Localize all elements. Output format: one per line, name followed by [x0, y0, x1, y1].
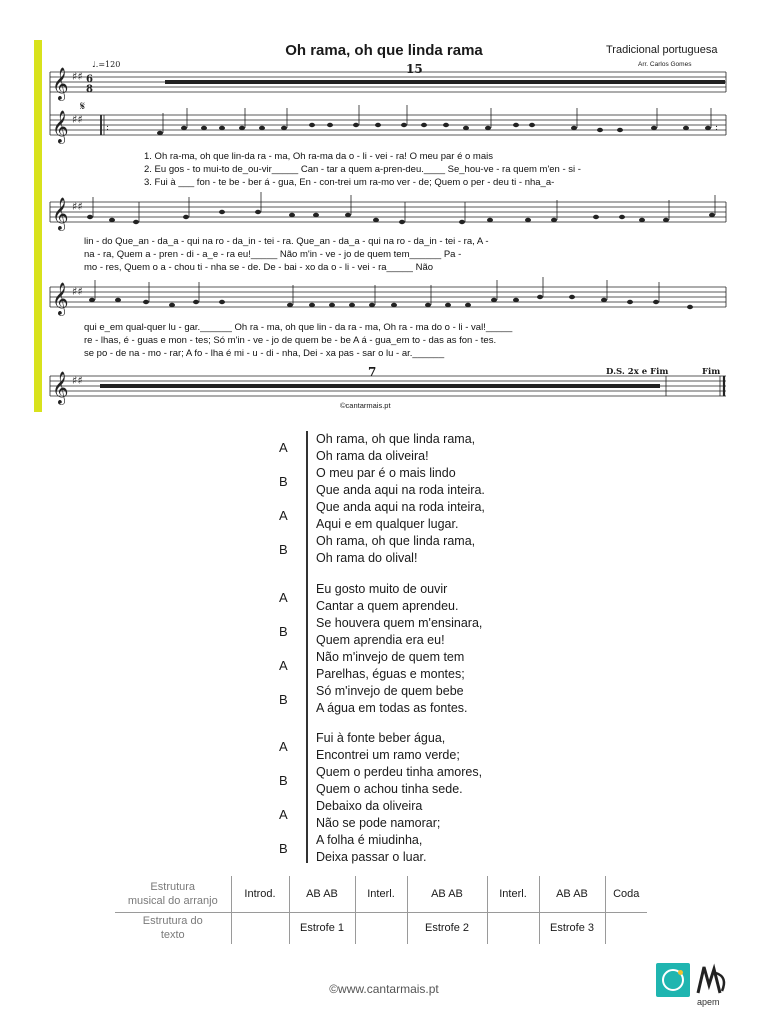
- stanza-3: [276, 730, 576, 866]
- svg-text::: :: [715, 123, 719, 133]
- cell-interlude-2: Interl.: [487, 876, 539, 912]
- stanza-line: O meu par é o mais lindo: [316, 466, 456, 480]
- stanza-line: Eu gosto muito de ouvir: [316, 582, 448, 596]
- svg-text:𝄞: 𝄞: [52, 282, 69, 315]
- stanza-line: Quem o achou tinha sede.: [316, 782, 463, 796]
- stanza-pair: [276, 832, 576, 866]
- lyric-verse3-line2: mo - res, Quem o a - chou ti - nha se - de. De - bai - xo da o - li - vei - ra_____ Não: [84, 262, 434, 273]
- lyric-verse1-line3: qui e_em qual-quer lu - gar.______ Oh ra - ma, oh que lin - da ra - ma, Oh ra - ma do o - li - val!_____: [84, 322, 513, 333]
- lyric-verse2-line1: 2. Eu gos - to mui-to de_ou-vir_____ Can - tar a quem a-pren-deu.____ Se_hou-ve - ra quem m'en - si -: [144, 164, 581, 175]
- svg-text:♯♯: ♯♯: [72, 285, 83, 298]
- svg-text:𝄋: 𝄋: [80, 99, 86, 113]
- section-letter: A: [279, 658, 288, 673]
- stanza-pair: [276, 798, 576, 832]
- table-row: [115, 876, 647, 912]
- score-credit: ©cantarmais.pt: [340, 401, 391, 410]
- interlude-rest-count: 7: [368, 365, 377, 379]
- stanza-1: [276, 431, 576, 567]
- stanza-line: Deixa passar o luar.: [316, 850, 427, 864]
- svg-text:6: 6: [86, 74, 93, 85]
- cell-stanza-3: Estrofe 3: [539, 912, 605, 944]
- cell-interlude-1: Interl.: [355, 876, 407, 912]
- stanza-pair: [276, 499, 576, 533]
- stanza-pair: [276, 533, 576, 567]
- stanza-line: Encontrei um ramo verde;: [316, 748, 460, 762]
- stanza-line: Não m'invejo de quem tem: [316, 650, 465, 664]
- staff-line-1: [50, 115, 726, 135]
- stanza-pair: [276, 431, 576, 465]
- staff-line-3: [50, 287, 726, 307]
- arranger-credit: Arr. Carlos Gomes: [638, 61, 692, 68]
- section-letter: B: [279, 773, 288, 788]
- stanza-line: Fui à fonte beber água,: [316, 731, 446, 745]
- stanza-line: Oh rama do olival!: [316, 551, 418, 565]
- svg-text:𝄞: 𝄞: [52, 110, 69, 143]
- song-title: Oh rama, oh que linda rama: [285, 42, 483, 59]
- apem-emblem-icon: [694, 963, 730, 997]
- section-letter: A: [279, 739, 288, 754]
- cantarmais-logo-icon: [656, 963, 690, 997]
- stanza-line: Se houvera quem m'ensinara,: [316, 616, 483, 630]
- section-letter: B: [279, 624, 288, 639]
- stanza-line: Só m'invejo de quem bebe: [316, 684, 464, 698]
- stanza-line: Oh rama da oliveira!: [316, 449, 429, 463]
- cell-ab-1: AB AB: [289, 876, 355, 912]
- row-header-musical: Estrutura musical do arranjo: [115, 876, 231, 912]
- staff-line-2: [50, 202, 726, 222]
- cell-coda: Coda: [605, 876, 647, 912]
- svg-text:♯♯: ♯♯: [72, 70, 83, 83]
- tempo-marking: ♩.=120: [92, 60, 121, 69]
- section-letter: B: [279, 542, 288, 557]
- stanza-line: Que anda aqui na roda inteira.: [316, 483, 485, 497]
- stanza-pair: [276, 730, 576, 764]
- svg-text:8: 8: [86, 84, 93, 95]
- stanza-line: A água em todas as fontes.: [316, 701, 468, 715]
- cell-empty: [605, 912, 647, 944]
- stanza-line: Que anda aqui na roda inteira,: [316, 500, 485, 514]
- table-row: [115, 912, 647, 944]
- stanza-line: Debaixo da oliveira: [316, 799, 423, 813]
- row-header-text: Estrutura do texto: [142, 915, 203, 942]
- section-letter: B: [279, 841, 288, 856]
- cell-intro: Introd.: [231, 876, 289, 912]
- cell-empty: [487, 912, 539, 944]
- section-letter: A: [279, 440, 288, 455]
- lyric-verse3-line3: se po - de na - mo - rar; A fo - lha é mi - u - di - nha, Dei - xa pas - sar o lu - ar.______: [84, 348, 445, 359]
- cell-ab-2: AB AB: [407, 876, 487, 912]
- stanza-pair: [276, 581, 576, 615]
- cell-ab-3: AB AB: [539, 876, 605, 912]
- section-letter: A: [279, 807, 288, 822]
- stanza-pair: [276, 683, 576, 717]
- section-letter: A: [279, 590, 288, 605]
- lyric-verse1-line2: lin - do Que_an - da_a - qui na ro - da_in - tei - ra. Que_an - da_a - qui na ro - da_in - tei - ra, A -: [84, 236, 489, 247]
- stanza-line: Cantar a quem aprendeu.: [316, 599, 459, 613]
- stanza-line: Não se pode namorar;: [316, 816, 441, 830]
- song-origin: Tradicional portuguesa: [606, 44, 718, 56]
- stanza-2: [276, 581, 576, 717]
- ds-instruction: D.S. 2x e Fim: [606, 367, 669, 377]
- apem-logo-label: apem: [697, 997, 720, 1007]
- logo-dot-shape: [678, 970, 683, 975]
- stanza-line: Aqui e em qualquer lugar.: [316, 517, 459, 531]
- fim-instruction: Fim: [702, 367, 721, 377]
- stanza-pair: [276, 615, 576, 649]
- stanza-line: Oh rama, oh que linda rama,: [316, 432, 476, 446]
- lyric-verse3-line1: 3. Fui à ___ fon - te be - ber á - gua, En - con-trei um ra-mo ver - de; Quem o per - deu ti - nha_a-: [144, 177, 555, 188]
- stanza-line: A folha é miudinha,: [316, 833, 423, 847]
- stanza-pair: [276, 465, 576, 499]
- svg-text:♯♯: ♯♯: [72, 374, 83, 387]
- stanza-line: Quem aprendia era eu!: [316, 633, 445, 647]
- lyric-verse2-line3: re - lhas, é - guas e mon - tes; Só m'in - ve - jo de quem be - be A á - gua_em to - das as fon - tes.: [84, 335, 497, 346]
- footer-copyright: ©www.cantarmais.pt: [329, 982, 439, 996]
- cell-empty: [231, 912, 289, 944]
- stanza-line: Parelhas, éguas e montes;: [316, 667, 465, 681]
- music-score: [0, 0, 768, 420]
- stanza-pair: [276, 649, 576, 683]
- cell-stanza-2: Estrofe 2: [407, 912, 487, 944]
- stanza-pair: [276, 764, 576, 798]
- lyric-verse1-line1: 1. Oh ra-ma, oh que lin-da ra - ma, Oh ra-ma da o - li - vei - ra! O meu par é o mais: [144, 151, 493, 162]
- stanza-line: Quem o perdeu tinha amores,: [316, 765, 483, 779]
- svg-text:𝄞: 𝄞: [52, 197, 69, 230]
- section-letter: B: [279, 692, 288, 707]
- structure-table: [115, 876, 647, 944]
- stanza-line: Oh rama, oh que linda rama,: [316, 534, 476, 548]
- intro-rest-count: 15: [406, 62, 423, 76]
- svg-text:♯♯: ♯♯: [72, 200, 83, 213]
- section-letter: B: [279, 474, 288, 489]
- section-letter: A: [279, 508, 288, 523]
- svg-text::: :: [106, 123, 110, 133]
- lyric-verse2-line2: na - ra, Quem a - pren - di - a_e - ra eu!_____ Não m'in - ve - jo de quem tem______ Pa -: [84, 249, 462, 260]
- cell-stanza-1: Estrofe 1: [289, 912, 355, 944]
- svg-text:𝄞: 𝄞: [52, 67, 69, 100]
- cell-empty: [355, 912, 407, 944]
- svg-text:𝄞: 𝄞: [52, 371, 69, 404]
- apem-logo-icon: [694, 963, 730, 1007]
- svg-text:♯♯: ♯♯: [72, 113, 83, 126]
